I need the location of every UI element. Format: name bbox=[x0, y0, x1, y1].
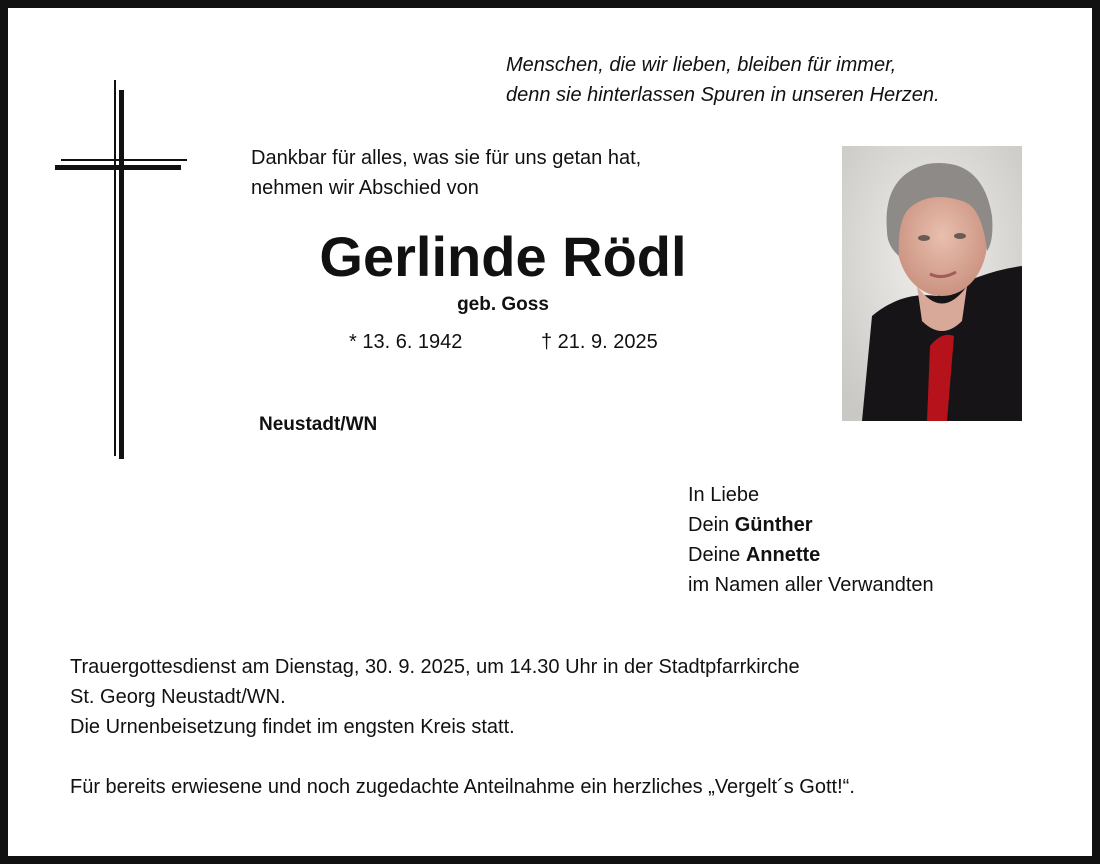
birth-date: * 13. 6. 1942 bbox=[349, 331, 463, 353]
mourner-name: Annette bbox=[745, 544, 821, 566]
mourner-prefix: Dein bbox=[688, 514, 735, 536]
portrait-photo bbox=[842, 146, 1022, 421]
mourner-name: Günther bbox=[734, 514, 813, 536]
service-line: Trauergottesdienst am Dienstag, 30. 9. 2025, um 14.30 Uhr in der Stadtpfarrkirche bbox=[70, 656, 800, 678]
deceased-name: Gerlinde Rödl bbox=[319, 225, 687, 288]
mourner-line: In Liebe bbox=[688, 484, 760, 506]
place: Neustadt/WN bbox=[259, 414, 378, 435]
mourner-prefix: Deine bbox=[688, 544, 746, 566]
memorial-quote bbox=[506, 50, 940, 110]
mourner-line: im Namen aller Verwandten bbox=[688, 574, 934, 596]
service-line: Die Urnenbeisetzung findet im engsten Kreis statt. bbox=[70, 716, 515, 738]
mourner-line bbox=[688, 540, 934, 570]
maiden-name: geb. Goss bbox=[457, 294, 549, 315]
mourner-line bbox=[688, 510, 934, 540]
quote-line: Menschen, die wir lieben, bleiben für immer, bbox=[506, 54, 897, 76]
quote-line: denn sie hinterlassen Spuren in unseren Herzen. bbox=[506, 84, 940, 106]
death-date: † 21. 9. 2025 bbox=[541, 331, 658, 353]
service-info bbox=[70, 652, 800, 742]
intro-line: nehmen wir Abschied von bbox=[251, 177, 479, 199]
intro-line: Dankbar für alles, was sie für uns getan hat, bbox=[251, 147, 642, 169]
mourners bbox=[688, 480, 934, 600]
thanks-text: Für bereits erwiesene und noch zugedachte Anteilnahme ein herzliches „Vergelt´s Gott!“. bbox=[70, 776, 855, 798]
intro-text bbox=[251, 143, 641, 203]
service-line: St. Georg Neustadt/WN. bbox=[70, 686, 286, 708]
